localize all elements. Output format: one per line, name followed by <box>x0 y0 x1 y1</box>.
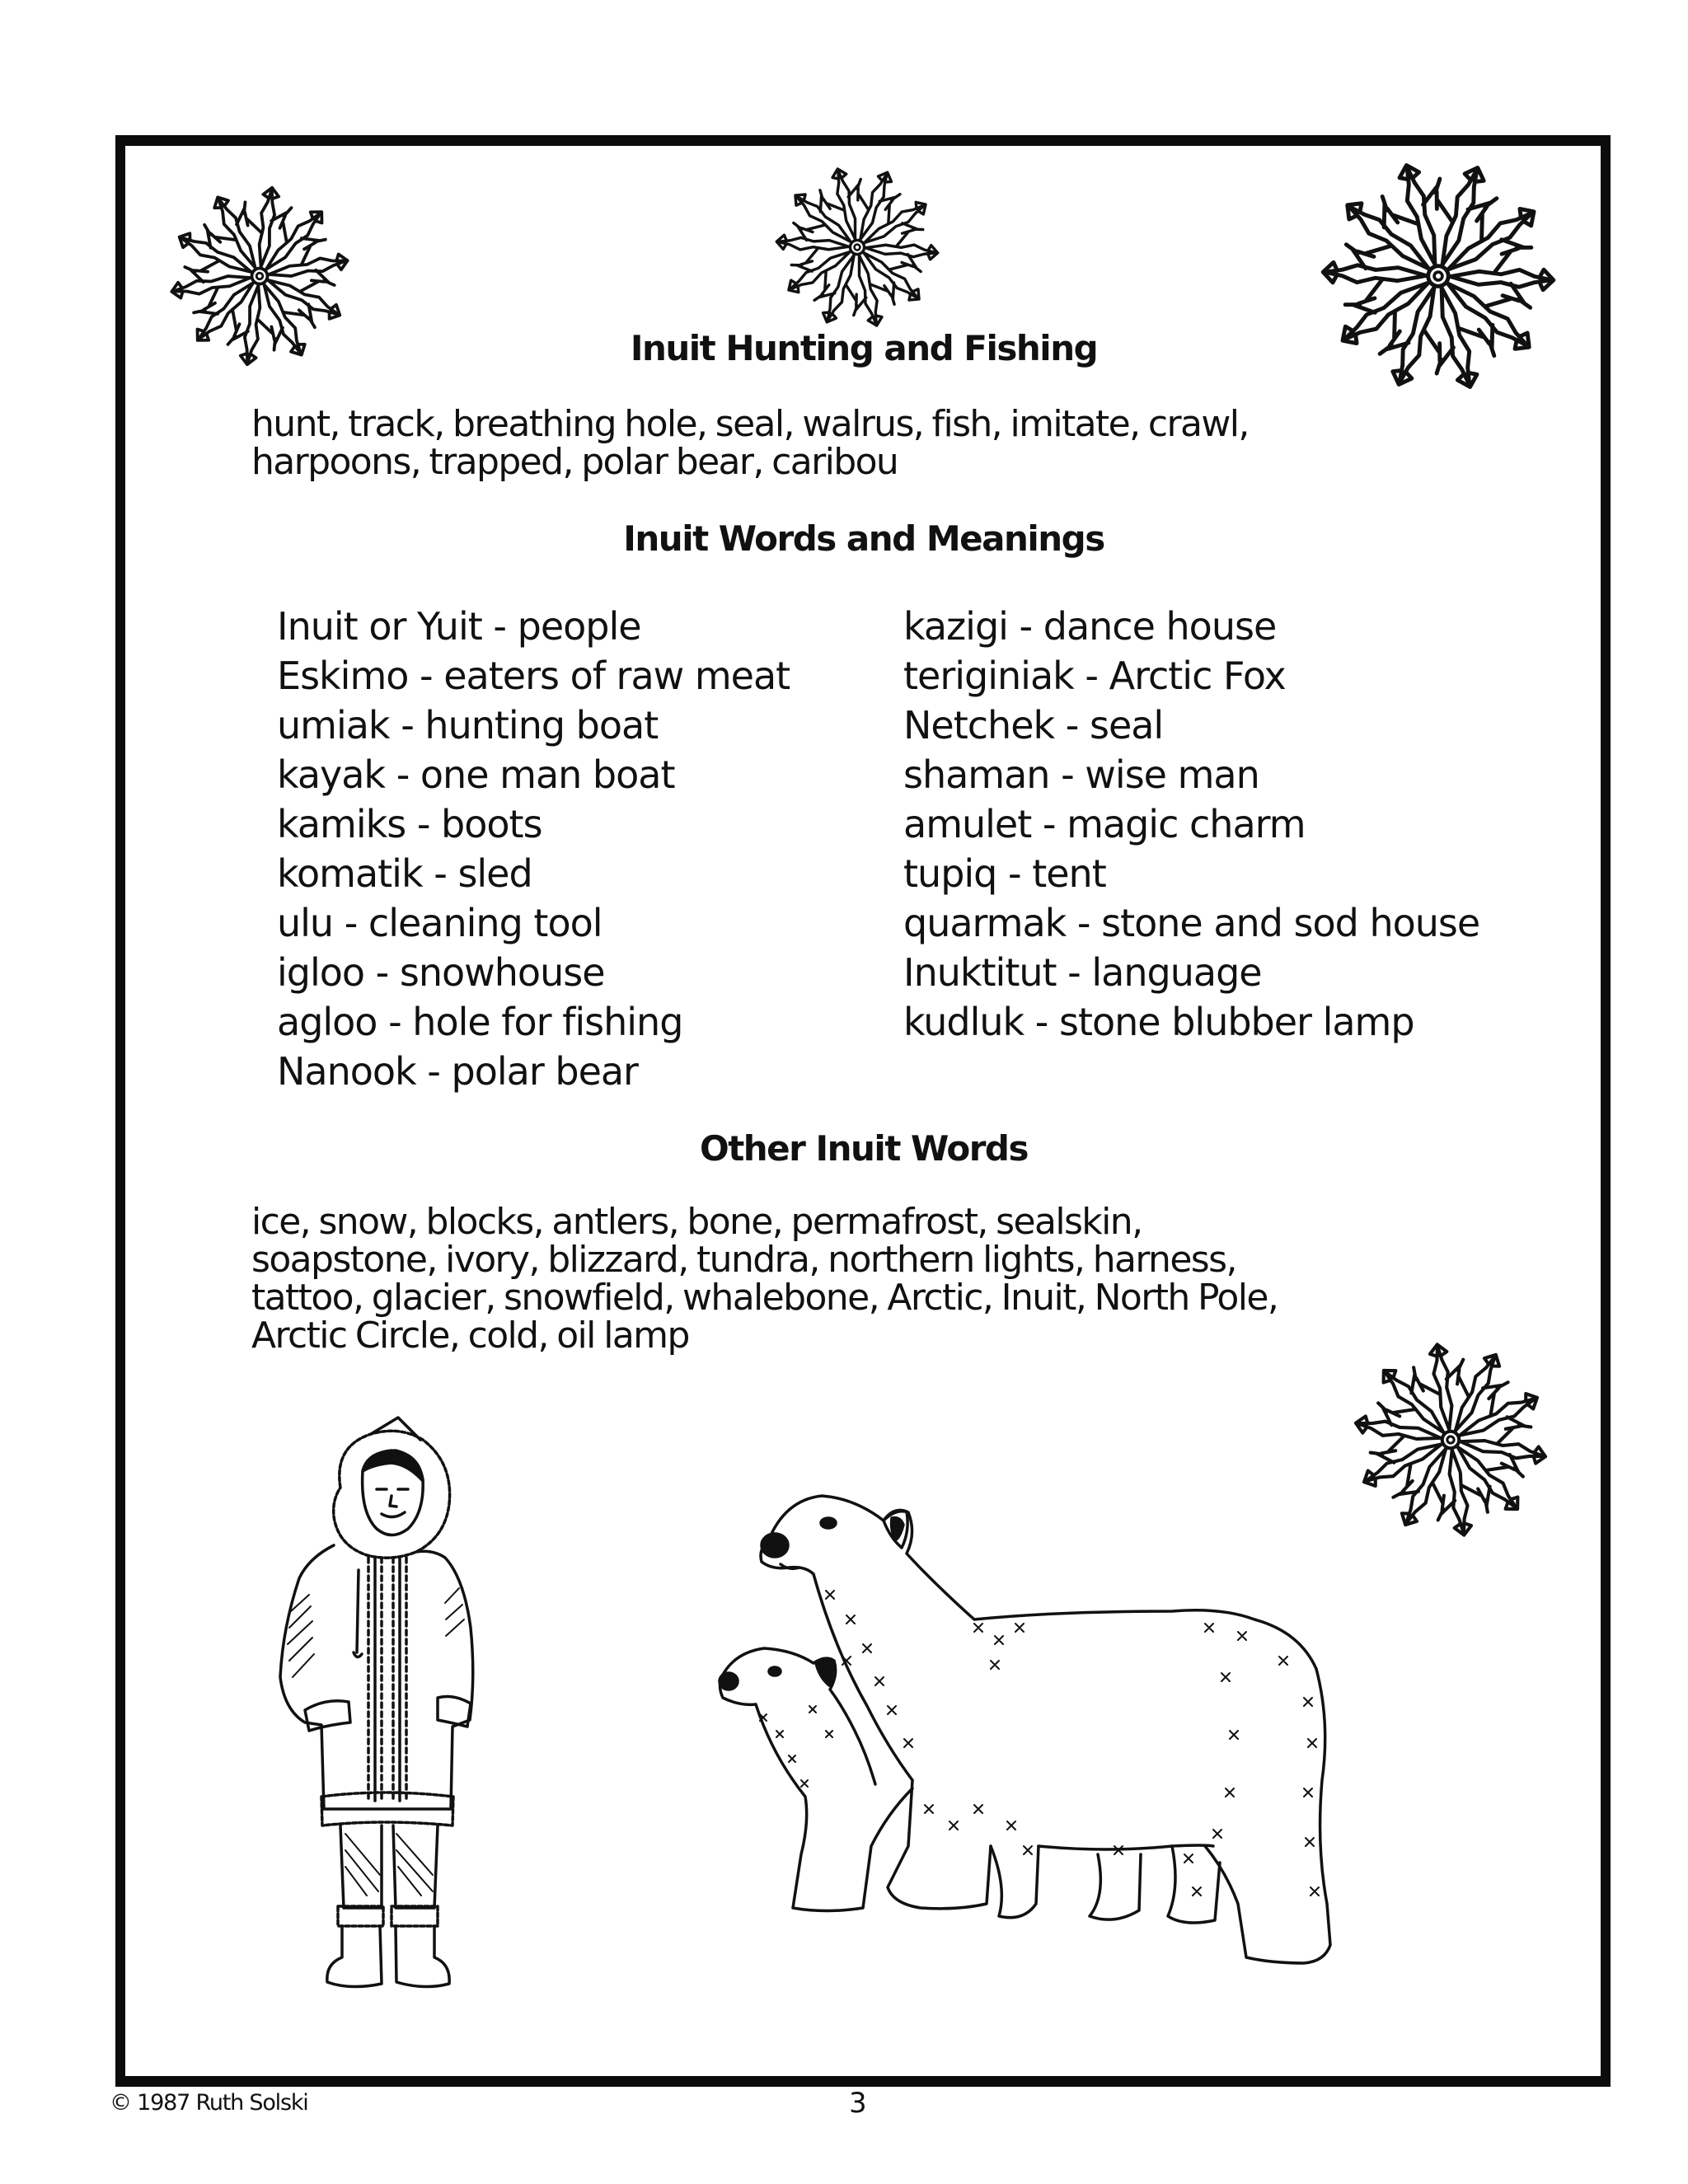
other-word-list <box>251 1203 1488 1355</box>
page-number: 3 <box>849 2087 867 2120</box>
snowflake-icon <box>771 161 944 334</box>
word-definition: Inuktitut - language <box>903 950 1262 995</box>
other-words-line: Arctic Circle, cold, oil lamp <box>251 1315 689 1357</box>
section-title-words-meanings: Inuit Words and Meanings <box>623 518 1104 559</box>
other-words-line: tattoo, glacier, snowfield, whalebone, Arctic, Inuit, North Pole, <box>251 1277 1278 1319</box>
word-definition: ulu - cleaning tool <box>277 901 603 945</box>
word-definition: amulet - magic charm <box>903 802 1306 846</box>
copyright-notice: © 1987 Ruth Solski <box>110 2090 308 2116</box>
word-definition: tupiq - tent <box>903 851 1106 896</box>
word-definition: Inuit or Yuit - people <box>277 604 641 649</box>
word-definition: komatik - sled <box>277 851 532 896</box>
hunting-line: harpoons, trapped, polar bear, caribou <box>251 441 898 483</box>
word-definition: umiak - hunting boat <box>277 703 659 748</box>
other-words-line: ice, snow, blocks, antlers, bone, permafrost, sealskin, <box>251 1201 1142 1243</box>
word-definition: kudluk - stone blubber lamp <box>903 1000 1414 1044</box>
word-definition: agloo - hole for fishing <box>277 1000 683 1044</box>
hunting-line: hunt, track, breathing hole, seal, walrus, fish, imitate, crawl, <box>251 403 1249 445</box>
word-definition: Nanook - polar bear <box>277 1049 638 1094</box>
section-title-other-words: Other Inuit Words <box>700 1128 1028 1169</box>
word-definition: quarmak - stone and sod house <box>903 901 1480 945</box>
hunting-word-list <box>251 405 1488 481</box>
word-definition: kamiks - boots <box>277 802 542 846</box>
word-definition: igloo - snowhouse <box>277 950 605 995</box>
word-definition: teriginiak - Arctic Fox <box>903 654 1286 698</box>
word-definition: Netchek - seal <box>903 703 1164 748</box>
word-definition: shaman - wise man <box>903 752 1259 797</box>
inuit-person-illustration <box>276 1413 482 1999</box>
words-left-column <box>277 602 790 1096</box>
section-title-hunting: Inuit Hunting and Fishing <box>630 328 1098 368</box>
word-definition: kazigi - dance house <box>903 604 1277 649</box>
word-definition: kayak - one man boat <box>277 752 675 797</box>
polar-bears-illustration <box>710 1459 1428 2003</box>
words-right-column <box>903 602 1479 1047</box>
word-definition: Eskimo - eaters of raw meat <box>277 654 790 698</box>
other-words-line: soapstone, ivory, blizzard, tundra, northern lights, harness, <box>251 1239 1236 1281</box>
